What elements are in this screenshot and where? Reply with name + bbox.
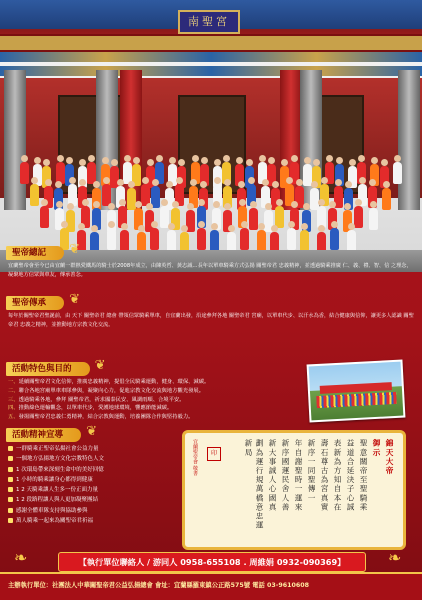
poem-column: 劃為運行規萬橋意忠運新局 <box>244 439 264 530</box>
flame-ornament-icon: ❧ <box>14 548 28 567</box>
poem-column: 壽石尊古為宮真實 <box>320 439 329 512</box>
temple-beam <box>0 52 422 62</box>
cyclist-figure <box>240 228 249 250</box>
list-item: 三、透過騎乘各地，參拜 關聖帝君，祈求國泰民安、風調雨順、合境平安。 <box>8 396 185 403</box>
route-paragraph: 每年於關聖帝君聖誕前，由 天下 關聖帝君 總會 帶領信眾騎乘單車，自宜蘭出發，沿途參拜各地 關聖帝君 宮廟，以單車代步、以汗水為香，結合健康與信仰，讓更多人認識 關聖帝君 忠義之精神，並推動地方宗教文化交流。 <box>8 313 414 328</box>
cyclist-figure <box>330 228 339 250</box>
cyclist-group <box>0 150 422 260</box>
list-item: 萬人騎乘一起來為關聖帝君祈福 <box>8 516 188 526</box>
list-item: 1 2 段路程讓人與人更加凝聚團結 <box>8 495 188 505</box>
list-item: 1 小時的騎乘讓身心都得到健康 <box>8 475 188 485</box>
poem-column: 益道合延決子心誠 <box>346 439 355 512</box>
poem-column: 御示 <box>372 439 381 458</box>
poem-column: 聖意關帝至聖騎乘 <box>359 439 368 512</box>
history-paragraph: 宜蘭聖帝會至今已由宜蘭一群熱愛鐵馬的騎士於2008年成立，由陳英哲、黃志誠…長年以單車騎乘方式弘揚 關聖帝君 忠義精神，並透過騎乘推廣 仁、義、禮、智、信 之理念，凝聚地方信眾與車友，傳承善念。 <box>8 263 412 278</box>
cyclist-figure <box>127 188 136 210</box>
list-item: 1 2 天騎乘讓人生多一份正面力量 <box>8 485 188 495</box>
activity-list <box>8 378 308 422</box>
seal-stamp: 印 <box>207 447 221 461</box>
poem-side-note: 宜蘭聖帝會 敬書 <box>192 439 198 476</box>
spirit-list <box>8 444 188 526</box>
cyclist-figure <box>167 230 176 252</box>
cyclist-figure <box>393 162 402 184</box>
list-item: 1 次環島帶來深刻生命中的美好回憶 <box>8 465 188 475</box>
section-tag-spirit: 活動精神宣導 ❦ <box>6 428 81 442</box>
list-item: 二、聯合各地宮廟單車車隊參與，凝聚向心力，促進宗教文化交流與地方觀光發展。 <box>8 387 205 394</box>
poem-column: 新序一同聖傳一 <box>307 439 316 503</box>
organizer-info: 主辦執行單位：社團法人中華關聖帝君公益弘揚總會 會址：宜蘭縣羅東鎮公正路575號 電話 03-9610608 <box>8 582 310 589</box>
cyclist-figure <box>210 230 219 252</box>
cyclist-figure <box>257 230 266 252</box>
section-tag-history: 聖帝總記 ❦ <box>6 246 64 260</box>
cyclist-figure <box>347 230 356 252</box>
section-tag-activity: 活動特色與目的 ❦ <box>6 362 90 376</box>
section-tag-route: 聖帝傳承 ❦ <box>6 296 64 310</box>
poem-panel <box>182 430 406 550</box>
temple-beam <box>0 66 422 76</box>
cyclist-figure <box>197 228 206 250</box>
cyclist-figure <box>300 230 309 252</box>
cyclist-figure <box>287 228 296 250</box>
cyclist-figure <box>275 206 284 228</box>
contact-bar: 【執行單位聯絡人 / 游同人 0958-655108 . 周維娟 0932-090369】 <box>58 552 366 572</box>
list-item: 五、發揚關聖帝君忠義仁勇精神，結合宗教與運動，培養團隊合作與堅持毅力。 <box>8 414 194 421</box>
cyclist-figure <box>40 206 49 228</box>
poem-column: 新大事誠人心國真 <box>268 439 277 512</box>
list-item: 一、延續關聖帝君文化信仰，推廣忠義精神，提倡全民騎乘運動，健身、環保、減碳。 <box>8 379 210 385</box>
cyclist-figure <box>150 228 159 250</box>
cyclist-figure <box>20 162 29 184</box>
footer <box>0 574 422 600</box>
cyclist-figure <box>107 228 116 250</box>
poem-column: 錦天大帝 <box>385 439 394 476</box>
cyclist-figure <box>382 188 391 210</box>
cyclist-figure <box>369 208 378 230</box>
list-item: 一群騎乘正聖帝弘揚社會公益力量 <box>8 444 188 454</box>
cyclist-figure <box>120 230 129 252</box>
list-item: 感謝全體車隊支持與協助參與 <box>8 506 188 516</box>
flame-ornament-icon: ❧ <box>388 548 402 567</box>
event-photo <box>307 360 406 423</box>
cyclist-figure <box>30 184 39 206</box>
poem-column: 表新為方知自本在 <box>333 439 342 512</box>
temple-plaque: 南聖宮 <box>178 10 240 34</box>
list-item: 四、推動綠色運輸觀念，以單車代步，愛護地球環境，響應節能減碳。 <box>8 405 173 412</box>
poem-columns <box>243 439 395 539</box>
list-item: 一個地方弘揚地方文化宗教特色人文 <box>8 454 188 464</box>
poem-column: 年自謝聖時一運來 <box>294 439 303 512</box>
cyclist-figure <box>354 206 363 228</box>
poem-column: 新序國運民舍人善 <box>281 439 290 512</box>
cyclist-figure <box>249 208 258 230</box>
group-photo <box>0 0 422 272</box>
